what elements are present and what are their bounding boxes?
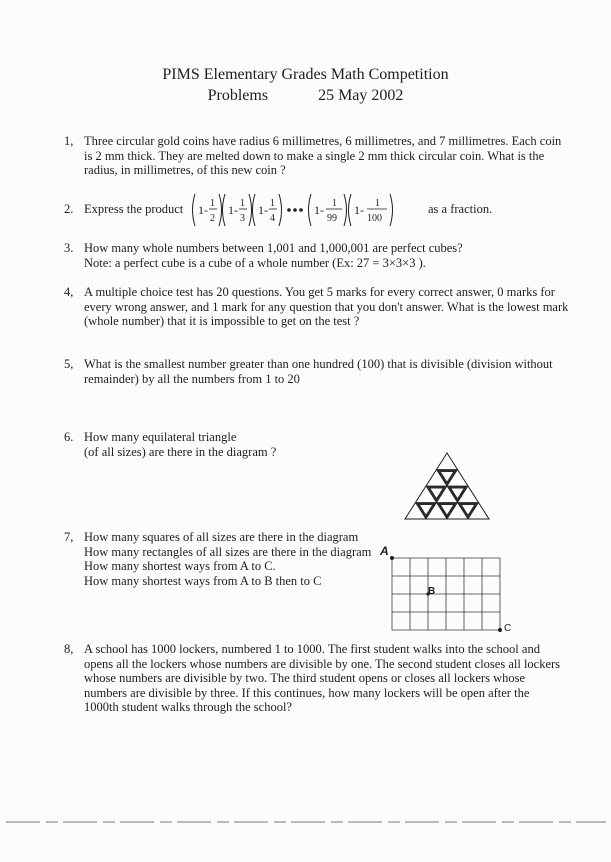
- svg-text:1: 1: [240, 198, 245, 209]
- problem-number: 2.: [64, 202, 74, 216]
- problem-number: 1,: [64, 134, 74, 148]
- problem-text: [84, 202, 194, 217]
- problem-text: [84, 430, 569, 459]
- problem-number: 4,: [64, 285, 74, 299]
- problem-number: 6.: [64, 430, 74, 444]
- problem-number: 5,: [64, 357, 74, 371]
- problem-line: Three circular gold coins have radius 6 millimetres, 6 millimetres, and 7 millimetres. Each coin is 2 mm thick. They are melted down to make a single 2 mm thick circular coin. What is the radius, in millimetres, of this new coin ?: [84, 134, 562, 178]
- svg-text:1: 1: [270, 198, 275, 209]
- problem-line: How many rectangles of all sizes are there in the diagram: [84, 544, 372, 559]
- triangle-diagram: [404, 452, 490, 520]
- problem-text: [84, 357, 569, 386]
- problem-line: How many equilateral triangle: [84, 430, 237, 444]
- svg-text:1-: 1-: [354, 203, 364, 217]
- problem-number: 3.: [64, 241, 74, 255]
- problem-line: How many shortest ways from A to B then to C: [84, 573, 322, 588]
- grid-diagram: [378, 544, 518, 640]
- svg-text:1-: 1-: [198, 203, 208, 217]
- triangle-diagram-graphic: [404, 452, 490, 520]
- point-a-label: A: [380, 544, 389, 558]
- problem-line: Express the product: [84, 202, 184, 216]
- point-c-label: C: [504, 623, 512, 634]
- svg-text:3: 3: [240, 213, 245, 224]
- svg-text:1-: 1-: [258, 203, 268, 217]
- problem-line: A school has 1000 lockers, numbered 1 to 1000. The first student walks into the school and opens all the lockers whose numbers are divisible by one. The second student closes all lockers whose numbers are divisible by two. The third student opens or closes all lockers whose numbers are divisible by three. If this continues, how many lockers will be open after the 1000th student walks through the school?: [84, 642, 561, 715]
- problem-text: [84, 642, 562, 715]
- problem-text: [84, 530, 374, 588]
- subtitle-date: 25 May 2002: [318, 87, 404, 104]
- point-b-label: B: [428, 586, 436, 597]
- problem-number: 8,: [64, 642, 74, 656]
- svg-text:100: 100: [367, 213, 382, 224]
- product-expression-graphic: [190, 190, 422, 230]
- problem-line: A multiple choice test has 20 questions. You get 5 marks for every correct answer, 0 marks for every wrong answer, and 1 mark for any question that you don't answer. What is the lowest mark (whole number) that it is impossible to get on the test ?: [84, 285, 569, 329]
- page-bottom-rule: [6, 818, 606, 826]
- grid-diagram-graphic: [378, 544, 518, 640]
- problem-line: (of all sizes) are there in the diagram ?: [84, 444, 277, 459]
- problem-line: How many squares of all sizes are there in the diagram: [84, 530, 359, 544]
- svg-text:2: 2: [210, 213, 215, 224]
- page-subtitle: [0, 87, 611, 105]
- svg-text:1: 1: [210, 198, 215, 209]
- problem-text: [84, 285, 569, 329]
- svg-text:4: 4: [270, 213, 275, 224]
- problem-line: How many shortest ways from A to C.: [84, 559, 276, 574]
- product-expression: [190, 190, 422, 230]
- subtitle-problems: Problems: [207, 87, 269, 104]
- problem-line: How many whole numbers between 1,001 and 1,000,001 are perfect cubes?: [84, 241, 463, 255]
- svg-text:1-: 1-: [228, 203, 238, 217]
- problem-text: [84, 241, 569, 270]
- problem-line: Note: a perfect cube is a cube of a whole number (Ex: 27 = 3×3×3 ).: [84, 255, 426, 270]
- page-title: PIMS Elementary Grades Math Competition: [162, 66, 449, 83]
- svg-text:99: 99: [327, 213, 337, 224]
- svg-text:1: 1: [375, 198, 380, 209]
- svg-text:1-: 1-: [314, 203, 324, 217]
- problem-line: What is the smallest number greater than one hundred (100) that is divisible (division without remainder) by all the numbers from 1 to 20: [84, 357, 553, 386]
- problem-text-after: as a fraction.: [428, 202, 493, 216]
- problem-text: [84, 134, 569, 178]
- problem-number: 7,: [64, 530, 74, 544]
- svg-text:1: 1: [332, 198, 337, 209]
